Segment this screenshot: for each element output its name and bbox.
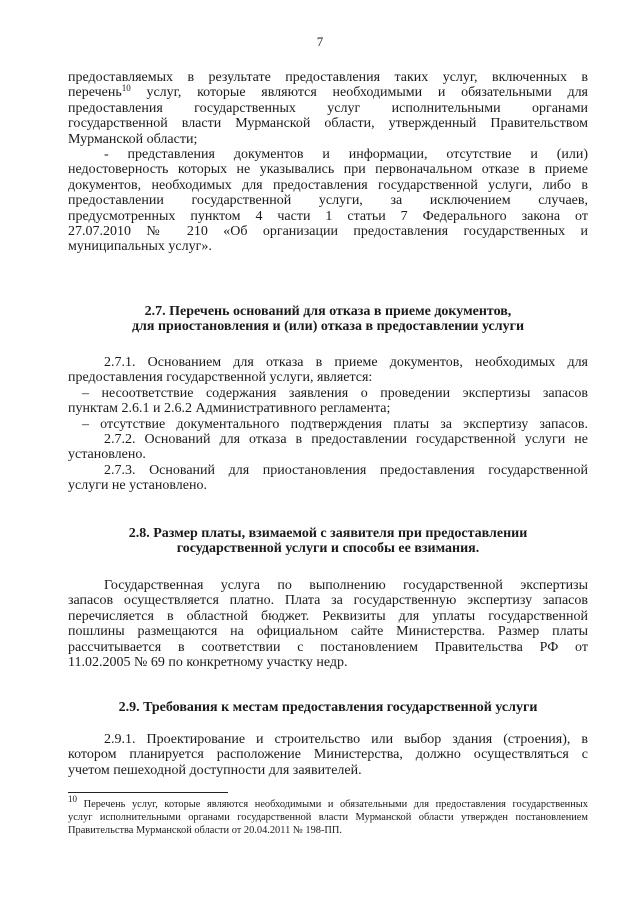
text-line: Государственная услуга по выполнению государственной экспертизы <box>104 578 588 593</box>
section-heading-2-9 <box>68 700 588 715</box>
text-line: котором планируется расположение Министерства, должно осуществляться с <box>68 747 588 763</box>
section-2-8-body <box>68 578 588 670</box>
page-number: 7 <box>316 34 324 49</box>
text-line <box>68 85 588 100</box>
text-fragment: Перечень услуг, которые являются необходимыми и обязательными для предоставления государственных <box>77 799 588 810</box>
list-item: – отсутствие документального подтверждения платы за экспертизу запасов. <box>82 416 588 432</box>
footnote-line <box>68 794 588 811</box>
heading-line: 2.7. Перечень оснований для отказа в приеме документов, <box>144 304 512 319</box>
footnote-line: Правительства Мурманской области от 20.04.2011 № 198-ПП. <box>68 825 343 836</box>
text-line: муниципальных услуг». <box>68 239 212 255</box>
heading-line: 2.8. Размер платы, взимаемой с заявителя при предоставлении <box>128 526 528 541</box>
heading-line: 2.9. Требования к местам предоставления государственной услуги <box>118 700 538 715</box>
text-line: предоставления государственных услуг исполнительными органами <box>68 100 588 116</box>
text-line: пунктам 2.6.1 и 2.6.2 Административного регламента; <box>68 401 391 417</box>
text-fragment: перечень <box>68 85 122 101</box>
text-line: установлено. <box>68 447 146 463</box>
text-line: предоставления государственной услуги, является: <box>68 370 373 386</box>
section-2-7-body <box>68 355 588 494</box>
text-line: пошлины размещаются на официальном сайте Министерства. Размер платы <box>68 624 588 640</box>
text-line: 2.7.3. Оснований для приостановления предоставления государственной <box>104 462 588 478</box>
text-line: услуги не установлено. <box>68 478 207 494</box>
footnote-marker: 10 <box>68 794 77 804</box>
intro-paragraphs <box>68 70 588 255</box>
section-heading-2-8 <box>68 526 588 557</box>
section-2-9-body <box>68 732 588 778</box>
text-line: предоставлении государственной услуги, за исключением случаев, <box>68 193 588 209</box>
list-item: – несоответствие содержания заявления о проведении экспертизы запасов <box>82 385 588 401</box>
text-line: Мурманской области; <box>68 131 198 147</box>
text-line: недостоверность которых не указывались при первоначальном отказе в приеме <box>68 162 588 178</box>
text-fragment: услуг, которые являются необходимыми и обязательными для <box>130 85 588 101</box>
heading-line: для приостановления и (или) отказа в предоставлении услуги <box>131 319 525 335</box>
footnote-line: услуг исполнительными органами государственной власти Мурманской области утвержден постановлением <box>68 812 588 823</box>
text-line: запасов осуществляется платно. Плата за государственную экспертизу запасов <box>68 593 588 609</box>
footnote-ref: 10 <box>121 83 131 94</box>
text-line: перечисляется в областной бюджет. Реквизиты для уплаты государственной <box>68 608 588 624</box>
text-line: 2.9.1. Проектирование и строительство или выбор здания (строения), в <box>104 732 588 747</box>
text-line: - представления документов и информации, отсутствие и (или) <box>104 147 588 163</box>
text-line: предусмотренных пунктом 4 части 1 статьи 7 Федерального закона от <box>68 208 588 224</box>
text-line: рассчитывается в соответствии с постановлением Правительства РФ от <box>68 639 588 655</box>
text-line: 2.7.2. Оснований для отказа в предоставлении государственной услуги не <box>104 432 588 448</box>
text-line: 27.07.2010 № 210 «Об организации предоставления государственных и <box>68 224 588 240</box>
section-heading-2-7 <box>68 304 588 335</box>
text-line: 2.7.1. Основанием для отказа в приеме документов, необходимых для <box>104 355 588 370</box>
text-line: 11.02.2005 № 69 по конкретному участку недр. <box>68 655 348 671</box>
text-line: предоставляемых в результате предоставления таких услуг, включенных в <box>68 70 588 85</box>
footnote-divider <box>68 792 228 793</box>
text-line: документов, необходимых для предоставления государственной услуги, либо в <box>68 177 588 193</box>
text-line: государственной власти Мурманской области, утвержденный Правительством <box>68 116 588 132</box>
footnote <box>68 794 588 837</box>
heading-line: государственной услуги и способы ее взимания. <box>176 541 480 557</box>
text-line: учетом пешеходной доступности для заявителей. <box>68 762 362 778</box>
